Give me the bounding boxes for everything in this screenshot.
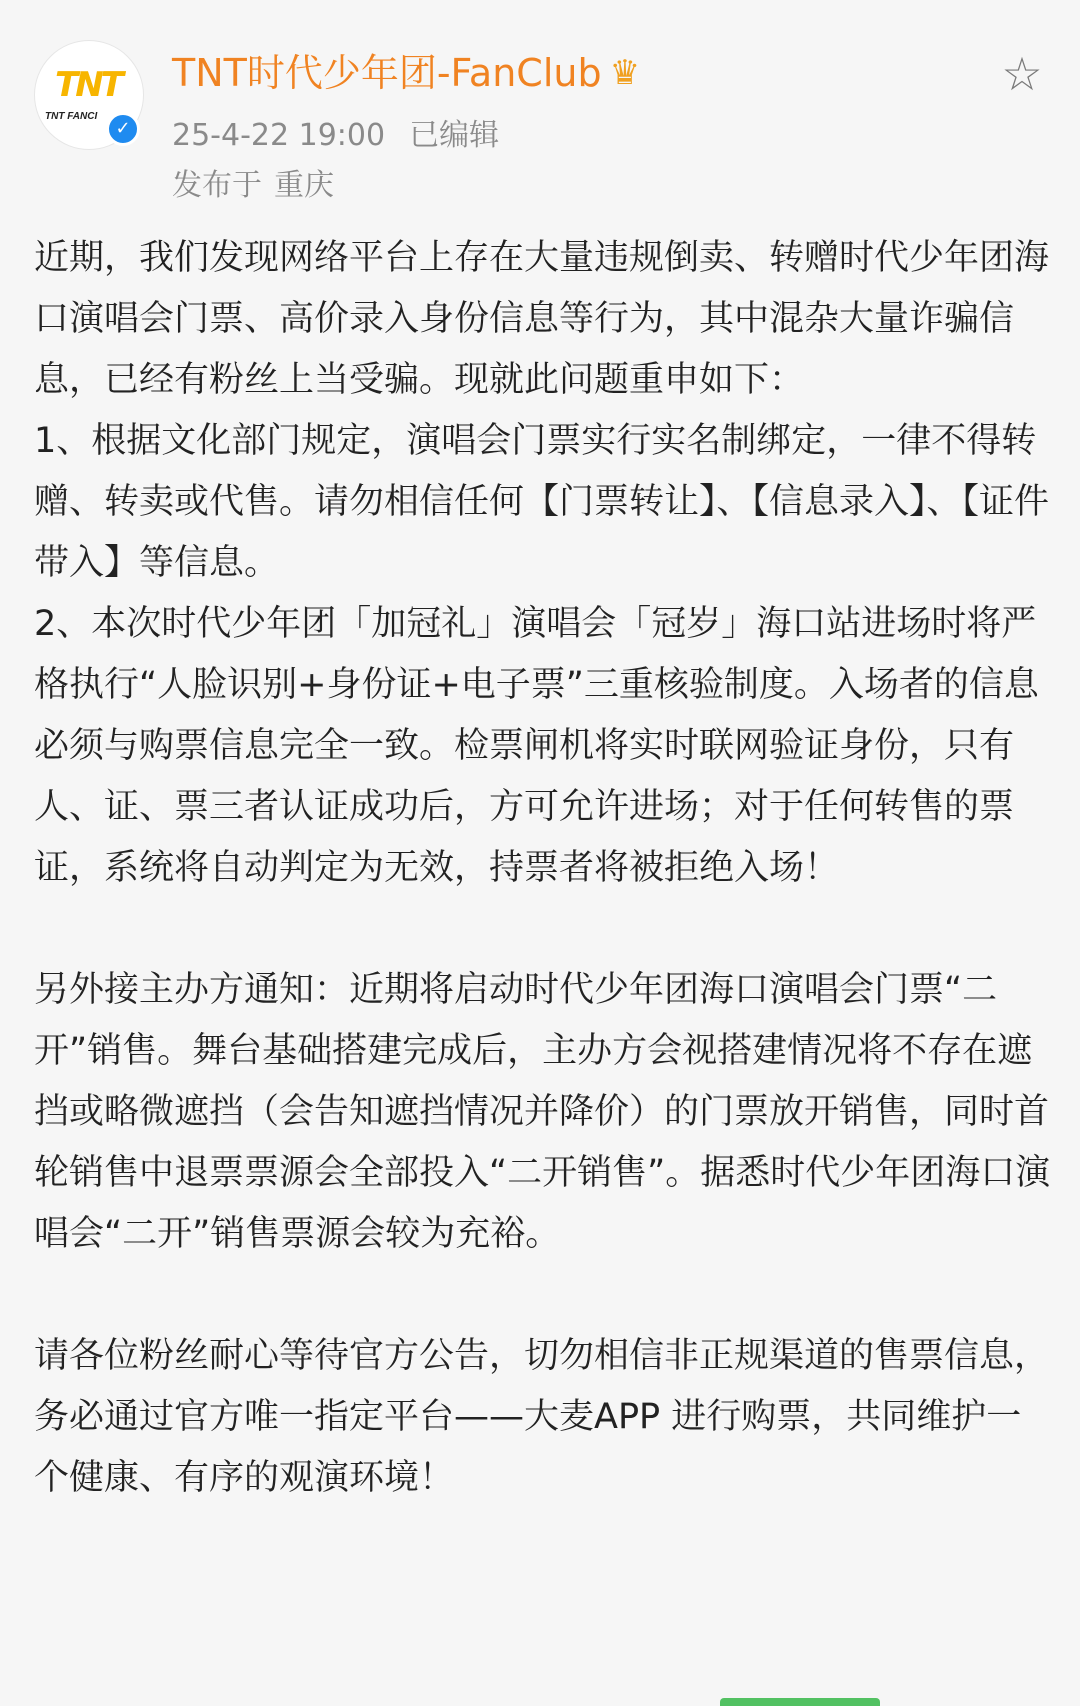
crown-icon: ♛: [609, 53, 641, 93]
paragraph-spacer: [34, 899, 1054, 960]
post-paragraph: 另外接主办方通知：近期将启动时代少年团海口演唱会门票“二开”销售。舞台基础搭建完成后，主办方会视搭建情况将不存在遮挡或略微遮挡（会告知遮挡情况并降价）的门票放开销售，同时首轮销售中退票票源会全部投入“二开销售”。据悉时代少年团海口演唱会“二开”销售票源会较为充裕。: [34, 970, 1051, 1254]
avatar-sub-logo: TNT FANCI: [45, 111, 98, 122]
post-paragraph: 近期，我们发现网络平台上存在大量违规倒卖、转赠时代少年团海口演唱会门票、高价录入身份信息等行为，其中混杂大量诈骗信息，已经有粉丝上当受骗。现就此问题重申如下：: [34, 238, 1050, 400]
post-location: [172, 160, 334, 204]
avatar-logo: TNT: [55, 65, 121, 105]
location-prefix: 发布于: [172, 168, 262, 203]
post-header: [0, 0, 1080, 203]
post-paragraph: 1、根据文化部门规定，演唱会门票实行实名制绑定，一律不得转赠、转卖或代售。请勿相信任何【门票转让】、【信息录入】、【证件带入】等信息。: [34, 421, 1050, 583]
post-paragraph: 2、本次时代少年团「加冠礼」演唱会「冠岁」海口站进场时将严格执行“人脸识别+身份证+电子票”三重核验制度。入场者的信息必须与购票信息完全一致。检票闸机将实时联网验证身份，只有人、证、票三者认证成功后，方可允许进场；对于任何转售的票证，系统将自动判定为无效，持票者将被拒绝入场！: [34, 604, 1039, 888]
post-meta: [172, 110, 499, 154]
location-city: 重庆: [274, 168, 334, 203]
post-paragraph: 请各位粉丝耐心等待官方公告，切勿相信非正规渠道的售票信息，务必通过官方唯一指定平台——大麦APP 进行购票，共同维护一个健康、有序的观演环境！: [34, 1336, 1050, 1498]
edited-label[interactable]: 已编辑: [409, 118, 500, 153]
post-body: [34, 228, 1054, 1509]
star-outline-icon[interactable]: ☆: [1001, 47, 1043, 101]
bottom-button-edge[interactable]: [720, 1698, 880, 1706]
account-name-text[interactable]: TNT时代少年团-FanClub: [172, 51, 602, 95]
paragraph-spacer: [34, 1265, 1054, 1326]
account-name[interactable]: [172, 42, 640, 97]
verified-badge-icon: ✓: [106, 112, 140, 146]
post-timestamp: 25-4-22 19:00: [172, 118, 386, 153]
